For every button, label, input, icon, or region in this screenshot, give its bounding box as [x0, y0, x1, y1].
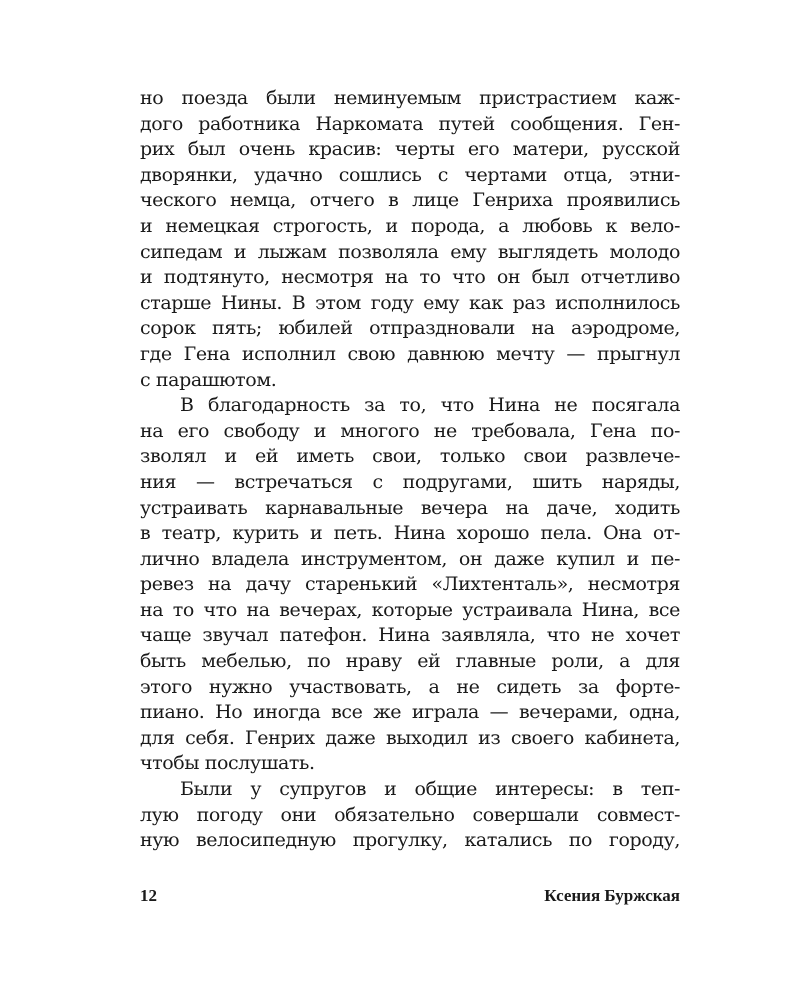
text-line: рих был очень красив: черты его матери, русской [140, 138, 680, 161]
page-footer [140, 882, 680, 910]
text-line: ния — встречаться с подругами, шить наряды, [140, 470, 680, 493]
text-line: старше Нины. В этом году ему как раз исполнилось [140, 291, 680, 314]
text-line: лую погоду они обязательно совершали совмест- [140, 803, 680, 826]
text-line: для себя. Генрих даже выходил из своего кабинета, [140, 726, 680, 749]
paragraph [140, 393, 680, 777]
text-line: дого работника Наркомата путей сообщения. Ген- [140, 112, 680, 135]
text-line: чтобы послушать. [140, 752, 315, 775]
text-line: лично владела инструментом, он даже купил и пе- [140, 547, 680, 570]
text-line: ную велосипедную прогулку, катались по городу, [140, 829, 680, 852]
text-line: быть мебелью, по нраву ей главные роли, а для [140, 650, 680, 673]
text-line: на его свободу и многого не требовала, Гена по- [140, 419, 680, 442]
text-line: и подтянуто, несмотря на то что он был отчетливо [140, 266, 680, 289]
text-line: на то что на вечерах, которые устраивала Нина, все [140, 598, 680, 621]
text-line: сорок пять; юбилей отпраздновали на аэродроме, [140, 317, 680, 340]
text-line: где Гена исполнил свою давнюю мечту — прыгнул [140, 342, 680, 365]
text-line: пиано. Но иногда все же играла — вечерами, одна, [140, 701, 680, 724]
text-line: чаще звучал патефон. Нина заявляла, что не хочет [140, 624, 680, 647]
text-line: сипедам и лыжам позволяла ему выглядеть молодо [140, 240, 680, 263]
text-line: в театр, курить и петь. Нина хорошо пела. Она от- [140, 522, 680, 545]
body-text [140, 86, 680, 854]
text-line: ревез на дачу старенький «Лихтенталь», несмотря [140, 573, 680, 596]
text-line: Были у супругов и общие интересы: в теп- [180, 778, 680, 801]
paragraph [140, 86, 680, 393]
text-line: но поезда были неминуемым пристрастием каж- [140, 87, 680, 109]
text-line: и немецкая строгость, и порода, а любовь к вело- [140, 214, 680, 237]
page-number: 12 [140, 886, 157, 905]
text-line: с парашютом. [140, 368, 277, 391]
text-line: этого нужно участвовать, а не сидеть за форте- [140, 675, 680, 698]
text-line: дворянки, удачно сошлись с чертами отца, этни- [140, 163, 680, 186]
paragraph [140, 777, 680, 854]
running-footer-author: Ксения Буржская [544, 886, 680, 905]
text-line: зволял и ей иметь свои, только свои развлече- [140, 445, 680, 468]
text-line: устраивать карнавальные вечера на даче, ходить [140, 496, 680, 519]
text-line: В благодарность за то, что Нина не посягала [180, 394, 680, 417]
text-line: ческого немца, отчего в лице Генриха проявились [140, 189, 680, 212]
